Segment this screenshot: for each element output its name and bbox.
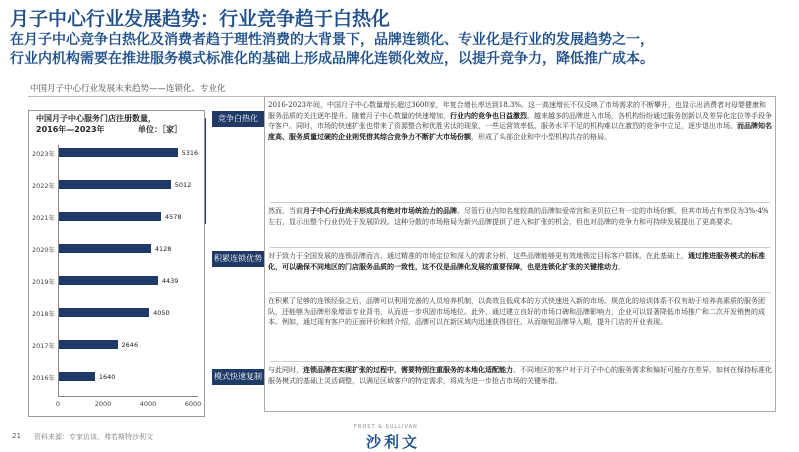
chart-data-label: 2646 [121, 341, 139, 349]
page-subtitle-line1: 在月子中心竞争白热化及消费者趋于理性消费的大背景下，品牌连锁化、专业化是行业的发展趋势之一， [10, 32, 654, 48]
paragraph-4: 在积累了足够的连锁经验之后，品牌可以利用完善的人员培养机制，以高效且低成本的方式快速进入新的市场。规范化的培训体系不仅有助于培养高素质的服务团队，还能够为品牌形象增添专业背书，从而进一步巩固市场地位。此外，通过建立良好的市场口碑和品牌影响力，企业可以显著降低市场推广和二次开发销售的成本。例如，通过现有客户的正面评价和转介绍，品牌可以在新区域内迅速获得信任，从而缩短品牌导入期，提升门店的开业表现。 [268, 297, 765, 326]
chart-bar [58, 244, 151, 253]
logo: 沙利文 [366, 433, 421, 451]
paragraph-separator [270, 202, 770, 203]
section-heading: 中国月子中心行业发展未来趋势——连锁化、专业化 [30, 84, 226, 94]
source-note: 资料来源：专家访谈，弗若斯特沙利文 [34, 433, 153, 441]
chart-bar [58, 180, 171, 189]
chart-data-label: 4439 [161, 277, 179, 285]
chart-category-label: 2018年 [31, 310, 55, 318]
paragraph-separator [270, 292, 770, 293]
chart-category-label: 2019年 [31, 278, 55, 286]
paragraph-3: 对于致力于全国发展的连锁品牌而言，通过精准的市场定位和深入的需求分析，这些品牌能够更有效地锁定目标客户群体。在此基础上，通过推进服务模式的标准化，可以确保不同地区的门店服务品质的一致性，这不仅是品牌化发展的重要保障，也是连锁化扩张的关键推动力。 [268, 251, 765, 271]
page-subtitle-line2: 行业内机构需要在推进服务模式标准化的基础上形成品牌化连锁化效应，以提升竞争力，降低推广成本。 [10, 51, 654, 67]
chart-category-label: 2023年 [31, 150, 55, 158]
chart-bar [58, 148, 178, 157]
chart-unit-label: 单位：［家］ [138, 125, 182, 134]
chart-bar [58, 340, 118, 349]
label-model-replication: 模式快速复制 [212, 369, 264, 385]
chart-data-label: 4128 [154, 245, 172, 253]
paragraph-2: 然而，当前月子中心行业尚未形成具有绝对市场统治力的品牌。尽管行业内知名度较高的品牌如爱帝宫和圣贝拉已有一定的市场份额，但其市场占有率仅为3%-4%左右，显示出整个行业仍处于发展阶段。这种分散的市场格局为新兴品牌提供了进入和扩张的机会，但也对品牌的竞争力和可持续发展提出了更高要求。 [268, 206, 769, 226]
chart-data-label: 4050 [153, 309, 170, 317]
paragraph-separator [270, 247, 770, 248]
paragraph-separator [270, 361, 770, 362]
chart-x-tick-label: 2000 [94, 400, 112, 408]
chart-bar [58, 276, 158, 285]
chart-category-label: 2022年 [31, 182, 55, 190]
chart-category-label: 2016年 [31, 374, 55, 382]
chart-x-tick-label: 0 [55, 400, 61, 408]
paragraph-1: 2016-2023年间，中国月子中心数量增长超过3600家，年复合增长率达到18.3%。这一高速增长不仅反映了市场需求的不断攀升，也显示出消费者对母婴健康和服务品质的关注逐年提升。随着月子中心数量的快速增加，行业内的竞争也日益激烈。越来越多的品牌进入市场，各机构纷纷通过服务创新以及差异化定位等手段争夺客户。同时，市场的快速扩张也带来了资源整合和优胜劣汰的现象，一些运营效率低、服务水平不足的机构难以在激烈的竞争中立足，逐步退出市场。而品牌知名度高、服务质量过硬的企业则凭借其综合竞争力不断扩大市场份额，形成了头部企业和中小型机构共存的格局。 [268, 101, 772, 141]
chart-title-line1: 中国月子中心服务门店注册数量， [36, 114, 156, 123]
logo-subtitle: FROST & SULLIVAN [354, 424, 418, 430]
chart-bar [58, 372, 95, 381]
chart-data-label: 1640 [98, 373, 116, 381]
chart-category-label: 2017年 [31, 342, 55, 350]
chart-title [36, 113, 182, 135]
chart-category-label: 2020年 [31, 246, 55, 254]
chart-data-label: 5012 [174, 181, 192, 189]
chart-y-axis [58, 145, 59, 397]
page-title: 月子中心行业发展趋势：行业竞争趋于白热化 [10, 8, 391, 30]
chart-x-tick-label: 6000 [184, 400, 202, 408]
chart-category-label: 2021年 [31, 214, 55, 222]
chart-data-label: 4578 [165, 213, 182, 221]
chart-title-line2: 2016年—2023年 [36, 125, 105, 134]
chart-x-axis [58, 396, 198, 397]
chart-data-label: 5316 [181, 149, 199, 157]
label-competition: 竞争白热化 [212, 111, 264, 127]
bracket-vertical [205, 118, 206, 224]
chart-x-tick-label: 4000 [139, 400, 157, 408]
paragraph-5: 与此同时，连锁品牌在实现扩张的过程中，需要特别注重服务的本地化适配能力。不同地区的客户对于月子中心的服务需求和偏好可能存在差异，如何在保持标准化服务模式的基础上灵活调整，以满足区域客户的特定需求，将成为进一步抢占市场的关键举措。 [268, 365, 772, 385]
chart-bar [58, 212, 161, 221]
chart-bar [58, 308, 149, 317]
label-chain-advantage: 积累连锁优势 [212, 251, 264, 267]
page-number: 21 [12, 432, 21, 440]
